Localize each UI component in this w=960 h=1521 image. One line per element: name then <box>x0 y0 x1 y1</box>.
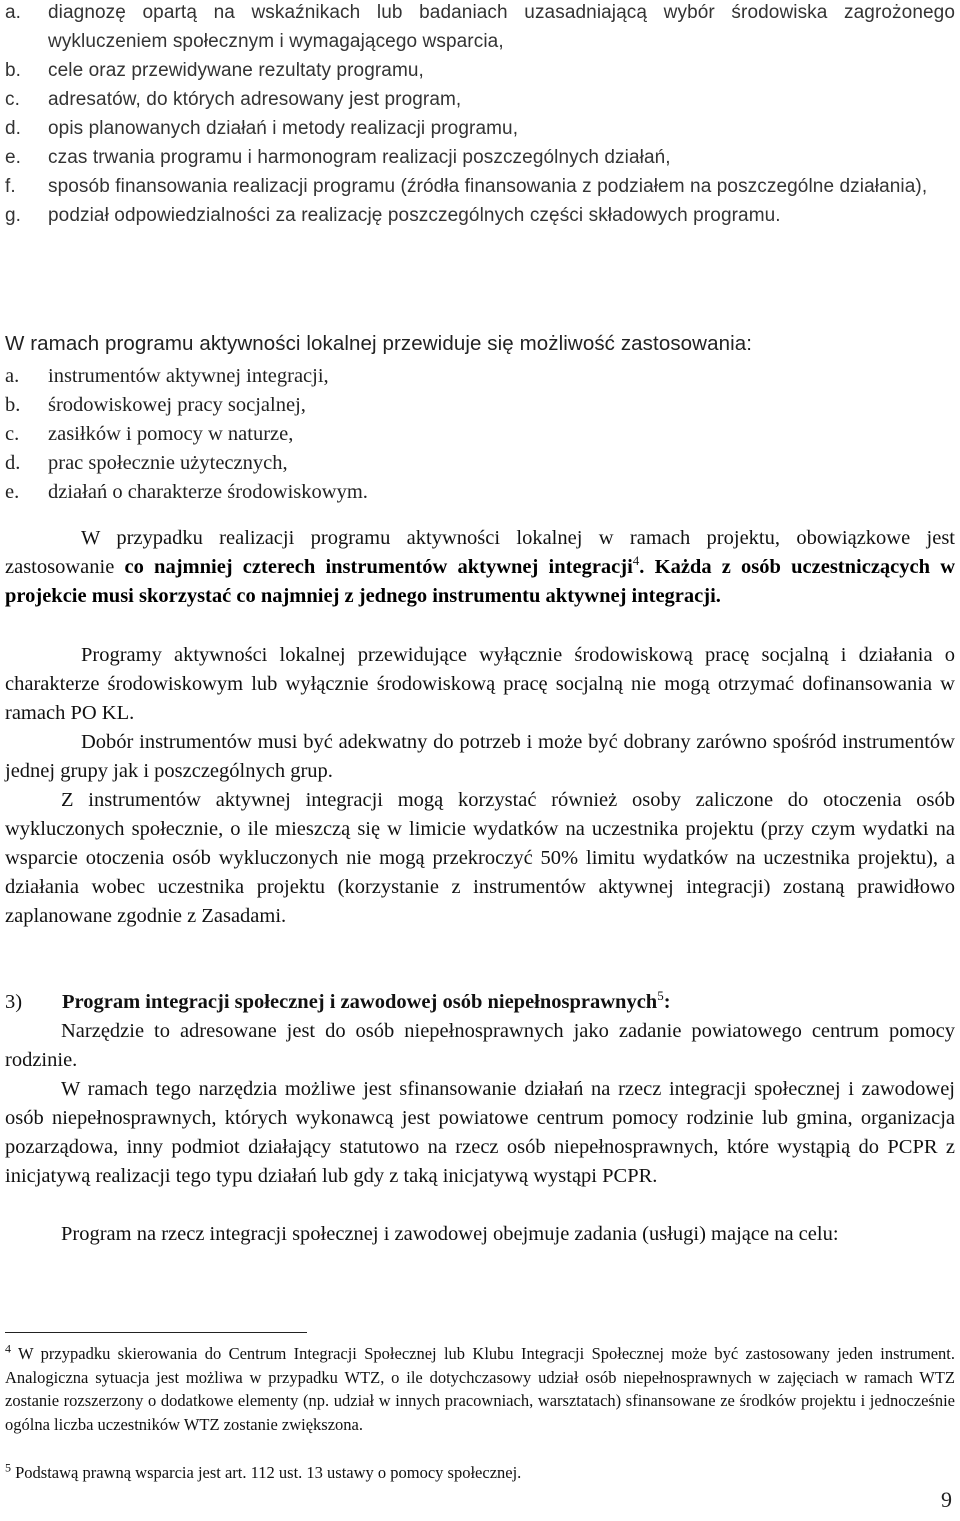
paragraph: Programy aktywności lokalnej przewidujące wyłącznie środowiskową pracę socjalną i działania o charakterze środowiskowym lub wyłącznie środowiskową pracę socjalną nie mogą otrzymać dofinansowania w ramach PO KL. <box>5 644 955 725</box>
list-marker: f. <box>5 176 16 197</box>
section-title-colon: : <box>663 991 671 1013</box>
list-item-text: sposób finansowania realizacji programu (źródła finansowania z podziałem na poszczególne działania), <box>48 176 928 197</box>
paragraph: Z instrumentów aktywnej integracji mogą korzystać również osoby zaliczone do otoczenia osób wykluczonych społecznie, o ile mieszczą się w limicie wydatków na uczestnika projektu (przy czym wydatki na wsparcie otoczenia osób wykluczonych nie mogą przekroczyć 50% limitu wydatków na uczestnika projektu), a działania wobec uczestnika projektu (korzystanie z instrumentów aktywnej integracji) zostaną prawidłowo zaplanowane zgodnie z Zasadami. <box>5 789 955 928</box>
list-item <box>5 449 955 478</box>
emphasis-text: co najmniej czterech instrumentów aktywnej integracji <box>124 556 633 579</box>
list-item-text: środowiskowej pracy socjalnej, <box>48 394 306 416</box>
list-item-text: prac społecznie użytecznych, <box>48 452 288 474</box>
footnote <box>5 1461 955 1485</box>
paragraph: W ramach tego narzędzia możliwe jest sfinansowanie działań na rzecz integracji społecznej i zawodowej osób niepełnosprawnych, których wykonawcą jest powiatowe centrum pomocy rodzinie lub gmina, organizacja pozarządowa, inny podmiot działający statutowo na rzecz osób niepełnosprawnych, które wystąpią do PCPR z inicjatywą realizacji tego typu działań lub gdy z taką inicjatywą wystąpi PCPR. <box>5 1078 955 1188</box>
section-title <box>62 988 671 1017</box>
program-elements-list <box>5 0 955 230</box>
list-marker: c. <box>5 423 20 445</box>
footnote-separator <box>5 1332 307 1333</box>
list-marker: g. <box>5 205 22 226</box>
instruments-requirement-paragraph <box>5 524 955 611</box>
footnote-text: Podstawą prawną wsparcia jest art. 112 ust. 13 ustawy o pomocy społecznej. <box>11 1463 522 1482</box>
list-marker: a. <box>5 2 22 23</box>
list-item <box>5 478 955 507</box>
section-number: 3) <box>5 991 23 1013</box>
list-marker: b. <box>5 60 22 81</box>
list-marker: c. <box>5 89 20 110</box>
list-item <box>5 201 955 230</box>
footnote-ref-4[interactable]: 4 <box>632 553 640 569</box>
paragraph-text: W przypadku realizacji programu aktywności lokalnej w ramach projektu, obowiązkowe jest zastosowanie <box>5 527 955 579</box>
footnote <box>5 1342 955 1436</box>
list-marker: e. <box>5 481 20 503</box>
list-marker: d. <box>5 118 22 139</box>
list-item-text: diagnozę opartą na wskaźnikach lub badaniach uzasadniającą wybór środowiska zagrożonego wykluczeniem społecznym i wymagającego wsparcia, <box>48 2 955 52</box>
list-item <box>5 85 955 114</box>
list-item-text: podział odpowiedzialności za realizację poszczególnych części składowych programu. <box>48 205 781 226</box>
list-item-text: adresatów, do których adresowany jest program, <box>48 89 462 110</box>
list-marker: b. <box>5 394 21 416</box>
list-item-text: zasiłków i pomocy w naturze, <box>48 423 294 445</box>
footnote-text: W przypadku skierowania do Centrum Integracji Społecznej lub Klubu Integracji Społecznej może być zastosowany jeden instrument. Analogiczna sytuacja jest możliwa w przypadku WTZ, o ile dotychczasowy udział osób niepełnosprawnych w zajęciach w ramach WTZ zostanie rozszerzony o dodatkowe elementy (np. udział w innych pracowniach, warsztatach) sfinansowane ze środków projektu i jednocześnie ogólna liczba uczestników WTZ zostanie zwiększona. <box>5 1344 955 1434</box>
paragraph: Dobór instrumentów musi być adekwatny do potrzeb i może być dobrany zarówno spośród instrumentów jednej grupy jak i poszczególnych grup. <box>5 731 955 783</box>
list-item <box>5 391 955 420</box>
list-item <box>5 172 955 201</box>
emphasis-text: Każda z osób uczestniczących w projekcie musi skorzystać co najmniej z jednego instrumentu aktywnej integracji. <box>5 556 956 608</box>
list-item <box>5 362 955 391</box>
list-item <box>5 420 955 449</box>
list-item-text: czas trwania programu i harmonogram realizacji poszczególnych działań, <box>48 147 671 168</box>
list-marker: d. <box>5 452 21 474</box>
list-item-text: opis planowanych działań i metody realizacji programu, <box>48 118 519 139</box>
list-item-text: cele oraz przewidywane rezultaty programu, <box>48 60 424 81</box>
emphasis-text: . <box>639 556 645 579</box>
footnote-number: 4 <box>5 1341 11 1356</box>
instruments-intro: W ramach programu aktywności lokalnej przewiduje się możliwość zastosowania: <box>5 332 753 355</box>
list-item-text: działań o charakterze środowiskowym. <box>48 481 368 503</box>
paragraph: Narzędzie to adresowane jest do osób niepełnosprawnych jako zadanie powiatowego centrum pomocy rodzinie. <box>5 1020 955 1072</box>
footnote-number: 5 <box>5 1460 11 1475</box>
page-number: 9 <box>941 1487 952 1512</box>
list-item <box>5 143 955 172</box>
section-title-text: Program integracji społecznej i zawodowej osób niepełnosprawnych <box>62 991 658 1013</box>
list-marker: e. <box>5 147 22 168</box>
paragraph: Program na rzecz integracji społecznej i zawodowej obejmuje zadania (usługi) mające na celu: <box>61 1223 839 1245</box>
list-item <box>5 114 955 143</box>
instruments-list <box>5 362 955 507</box>
list-item <box>5 56 955 85</box>
list-marker: a. <box>5 365 20 387</box>
list-item-text: instrumentów aktywnej integracji, <box>48 365 329 387</box>
list-item <box>5 0 955 56</box>
footnote-ref-5[interactable]: 5 <box>657 988 664 1004</box>
